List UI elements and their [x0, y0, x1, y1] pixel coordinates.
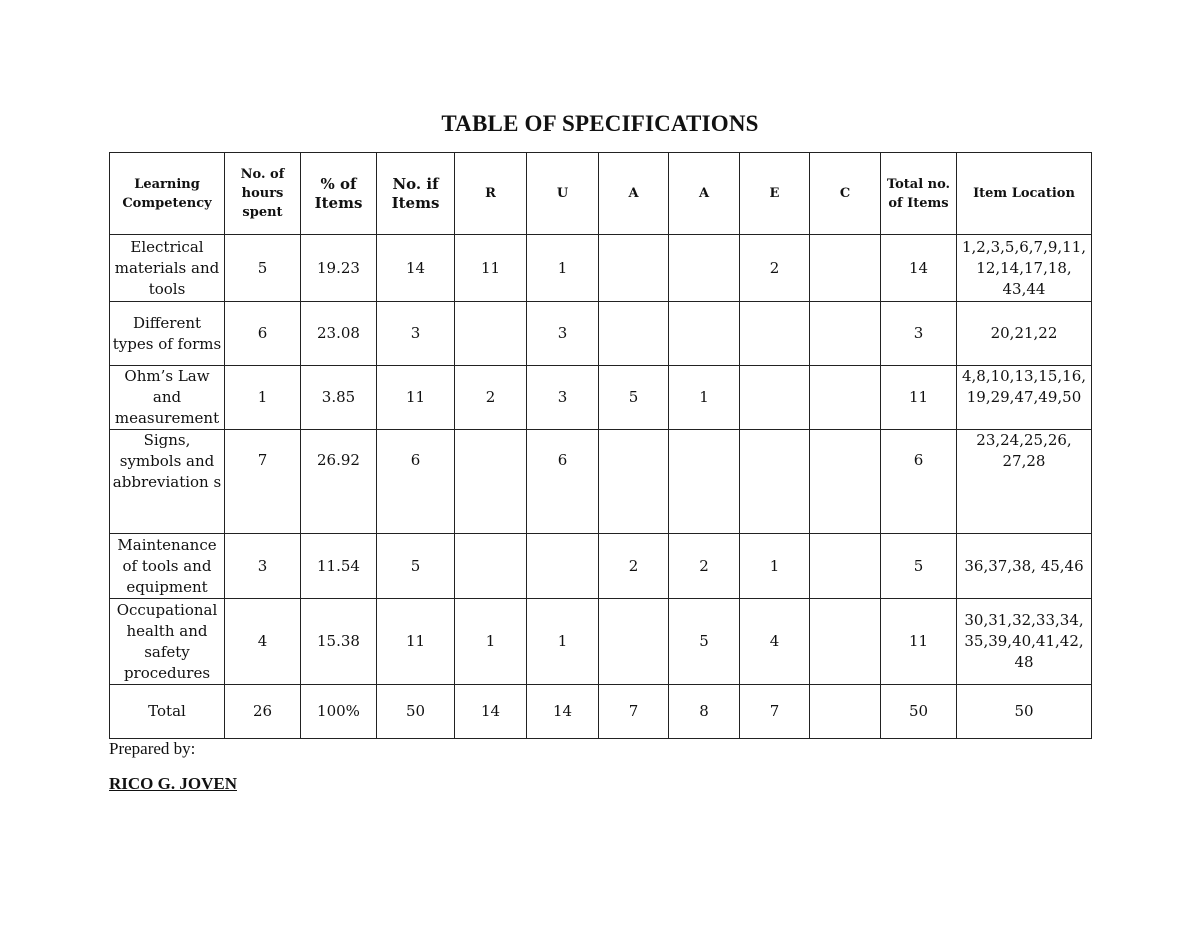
table-row [110, 430, 1092, 534]
total-e-cell: 7 [740, 685, 810, 739]
items-cell: 11 [377, 366, 455, 430]
header-total-items: Total no. of Items [881, 153, 957, 235]
competency-cell: Electrical materials and tools [110, 235, 225, 302]
location-cell: 36,37,38, 45,46 [957, 534, 1092, 599]
c-cell [810, 366, 881, 430]
preparer-name: RICO G. JOVEN [109, 774, 237, 793]
total-total-cell: 50 [881, 685, 957, 739]
items-cell: 14 [377, 235, 455, 302]
percent-cell: 23.08 [301, 302, 377, 366]
c-cell [810, 235, 881, 302]
total-row [110, 685, 1092, 739]
c-cell [810, 599, 881, 685]
c-cell [810, 302, 881, 366]
competency-cell: Maintenance of tools and equipment [110, 534, 225, 599]
header-row [110, 153, 1092, 235]
header-hours-spent: No. of hours spent [225, 153, 301, 235]
u-cell: 1 [527, 235, 599, 302]
hours-cell: 1 [225, 366, 301, 430]
header-item-location: Item Location [957, 153, 1092, 235]
table-row [110, 534, 1092, 599]
e-cell [740, 302, 810, 366]
location-cell: 20,21,22 [957, 302, 1092, 366]
u-cell: 3 [527, 302, 599, 366]
total-hours-cell: 26 [225, 685, 301, 739]
competency-cell: Ohm’s Law and measurement [110, 366, 225, 430]
page-title: TABLE OF SPECIFICATIONS [441, 111, 759, 136]
location-cell: 30,31,32,33,34, 35,39,40,41,42, 48 [957, 599, 1092, 685]
competency-cell: Occupational health and safety procedures [110, 599, 225, 685]
r-cell: 1 [455, 599, 527, 685]
percent-cell: 19.23 [301, 235, 377, 302]
items-cell: 3 [377, 302, 455, 366]
e-cell: 4 [740, 599, 810, 685]
header-c: C [810, 153, 881, 235]
items-cell: 5 [377, 534, 455, 599]
competency-cell: Different types of forms [110, 302, 225, 366]
total-percent-cell: 100% [301, 685, 377, 739]
total-a1-cell: 7 [599, 685, 669, 739]
total-items-cell: 50 [377, 685, 455, 739]
competency-cell: Signs, symbols and abbreviation s [110, 430, 225, 534]
header-r: R [455, 153, 527, 235]
table-row [110, 599, 1092, 685]
percent-cell: 3.85 [301, 366, 377, 430]
a1-cell [599, 302, 669, 366]
table-row [110, 235, 1092, 302]
a2-cell: 5 [669, 599, 740, 685]
header-a1: A [599, 153, 669, 235]
hours-cell: 5 [225, 235, 301, 302]
hours-cell: 3 [225, 534, 301, 599]
e-cell: 1 [740, 534, 810, 599]
table-row [110, 302, 1092, 366]
r-cell [455, 534, 527, 599]
r-cell [455, 302, 527, 366]
total-r-cell: 14 [455, 685, 527, 739]
total-a2-cell: 8 [669, 685, 740, 739]
e-cell [740, 366, 810, 430]
items-cell: 6 [377, 430, 455, 534]
hours-cell: 7 [225, 430, 301, 534]
location-cell: 23,24,25,26, 27,28 [957, 430, 1092, 534]
total-label: Total [110, 685, 225, 739]
a1-cell [599, 430, 669, 534]
c-cell [810, 534, 881, 599]
a1-cell: 5 [599, 366, 669, 430]
header-no-items: No. if Items [377, 153, 455, 235]
r-cell: 11 [455, 235, 527, 302]
specifications-table [109, 152, 1092, 739]
header-a2: A [669, 153, 740, 235]
percent-cell: 26.92 [301, 430, 377, 534]
a2-cell [669, 430, 740, 534]
total-cell: 11 [881, 599, 957, 685]
r-cell: 2 [455, 366, 527, 430]
u-cell: 3 [527, 366, 599, 430]
a1-cell: 2 [599, 534, 669, 599]
total-cell: 5 [881, 534, 957, 599]
total-cell: 14 [881, 235, 957, 302]
e-cell [740, 430, 810, 534]
a2-cell [669, 302, 740, 366]
table-row [110, 366, 1092, 430]
header-percent-items: % of Items [301, 153, 377, 235]
r-cell [455, 430, 527, 534]
location-cell: 1,2,3,5,6,7,9,11, 12,14,17,18, 43,44 [957, 235, 1092, 302]
total-cell: 11 [881, 366, 957, 430]
a1-cell [599, 599, 669, 685]
percent-cell: 11.54 [301, 534, 377, 599]
total-cell: 6 [881, 430, 957, 534]
a2-cell: 1 [669, 366, 740, 430]
header-learning-competency: Learning Competency [110, 153, 225, 235]
a2-cell [669, 235, 740, 302]
a2-cell: 2 [669, 534, 740, 599]
header-u: U [527, 153, 599, 235]
hours-cell: 6 [225, 302, 301, 366]
total-location-cell: 50 [957, 685, 1092, 739]
e-cell: 2 [740, 235, 810, 302]
u-cell [527, 534, 599, 599]
prepared-by-label: Prepared by: [109, 739, 196, 758]
header-e: E [740, 153, 810, 235]
c-cell [810, 430, 881, 534]
location-cell: 4,8,10,13,15,16, 19,29,47,49,50 [957, 366, 1092, 430]
percent-cell: 15.38 [301, 599, 377, 685]
total-c-cell [810, 685, 881, 739]
u-cell: 1 [527, 599, 599, 685]
total-u-cell: 14 [527, 685, 599, 739]
total-cell: 3 [881, 302, 957, 366]
u-cell: 6 [527, 430, 599, 534]
hours-cell: 4 [225, 599, 301, 685]
items-cell: 11 [377, 599, 455, 685]
a1-cell [599, 235, 669, 302]
